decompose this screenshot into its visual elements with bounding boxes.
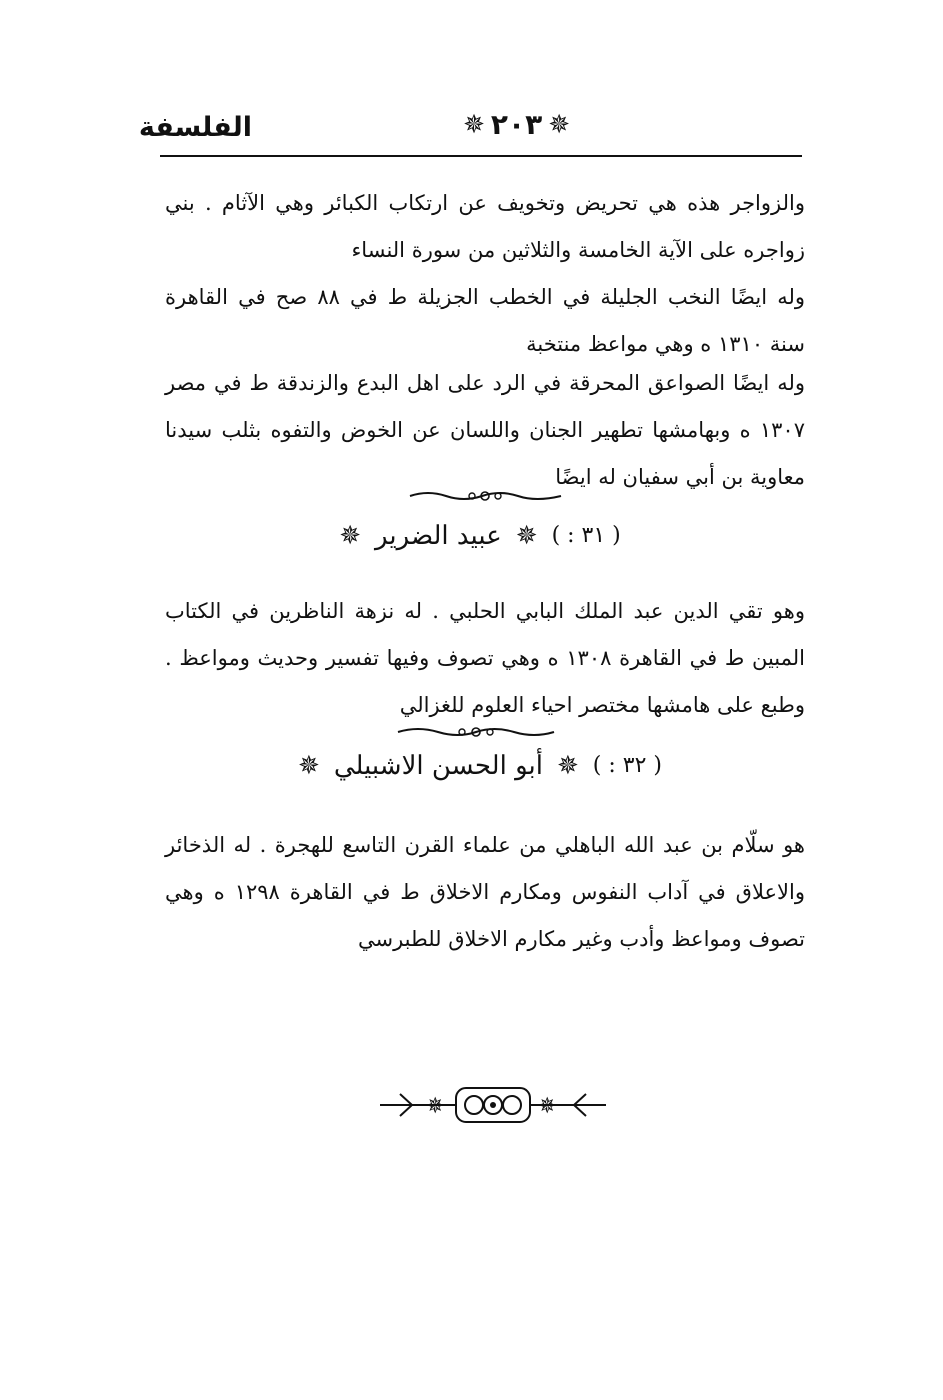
- paragraph-1: والزواجر هذه هي تحريض وتخويف عن ارتكاب الكبائر وهي الآثام . بني زواجره على الآية الخامسة والثلاثين من سورة النساء: [165, 191, 805, 262]
- entry-text-31: وهو تقي الدين عبد الملك البابي الحلبي . له نزهة الناظرين في الكتاب المبين ط في القاهرة ١٣٠٨ ه وهي تصوف وفيها تفسير وحديث ومواعظ . وطبع على هامشها مختصر احياء العلوم للغزالي: [165, 599, 805, 717]
- flourish-divider-icon: [396, 724, 556, 740]
- entry-text-32: هو سلّام بن عبد الله الباهلي من علماء القرن التاسع للهجرة . له الذخائر والاعلاق في آداب النفوس ومكارم الاخلاق ط في القاهرة ١٢٩٨ ه وهي تصوف ومواعظ وأدب وغير مكارم الاخلاق للطبرسي: [165, 833, 805, 951]
- end-ornament-icon: [378, 1080, 608, 1130]
- page-header: [138, 102, 800, 152]
- entry-number: ( ٣١ : ): [551, 523, 621, 548]
- entry-heading-32: [160, 750, 800, 800]
- paragraph-2: وله ايضًا النخب الجليلة في الخطب الجزيلة ط في ٨٨ صح في القاهرة سنة ١٣١٠ ه وهي مواعظ منتخبة: [165, 285, 805, 356]
- entry-heading-31: [160, 520, 800, 570]
- page-number-group: [463, 108, 570, 141]
- star-ornament-icon: ✵: [339, 520, 362, 551]
- entry-number: ( ٣٢ : ): [592, 753, 662, 778]
- star-ornament-icon: ✵: [548, 109, 570, 140]
- flourish-divider-icon: [408, 488, 563, 504]
- svg-text:✵: ✵: [426, 1094, 445, 1119]
- section-title: الفلسفة: [138, 112, 252, 143]
- paragraph-3: وله ايضًا الصواعق المحرقة في الرد على اهل البدع والزندقة ط في مصر ١٣٠٧ ه وبهامشها تطهير الجنان واللسان عن الخوض والتفوه بثلب سيدنا معاوية بن أبي سفيان له ايضًا: [165, 371, 805, 489]
- star-ornament-icon: ✵: [556, 750, 579, 781]
- star-ornament-icon: ✵: [298, 750, 320, 781]
- page-number: ٢٠٣: [490, 108, 543, 141]
- entry-name: أبو الحسن الاشبيلي: [333, 750, 543, 781]
- entry-name: عبيد الضرير: [375, 520, 502, 551]
- svg-text:✵: ✵: [538, 1094, 557, 1119]
- star-ornament-icon: ✵: [515, 520, 538, 551]
- header-rule: [160, 155, 802, 157]
- star-ornament-icon: ✵: [463, 109, 485, 140]
